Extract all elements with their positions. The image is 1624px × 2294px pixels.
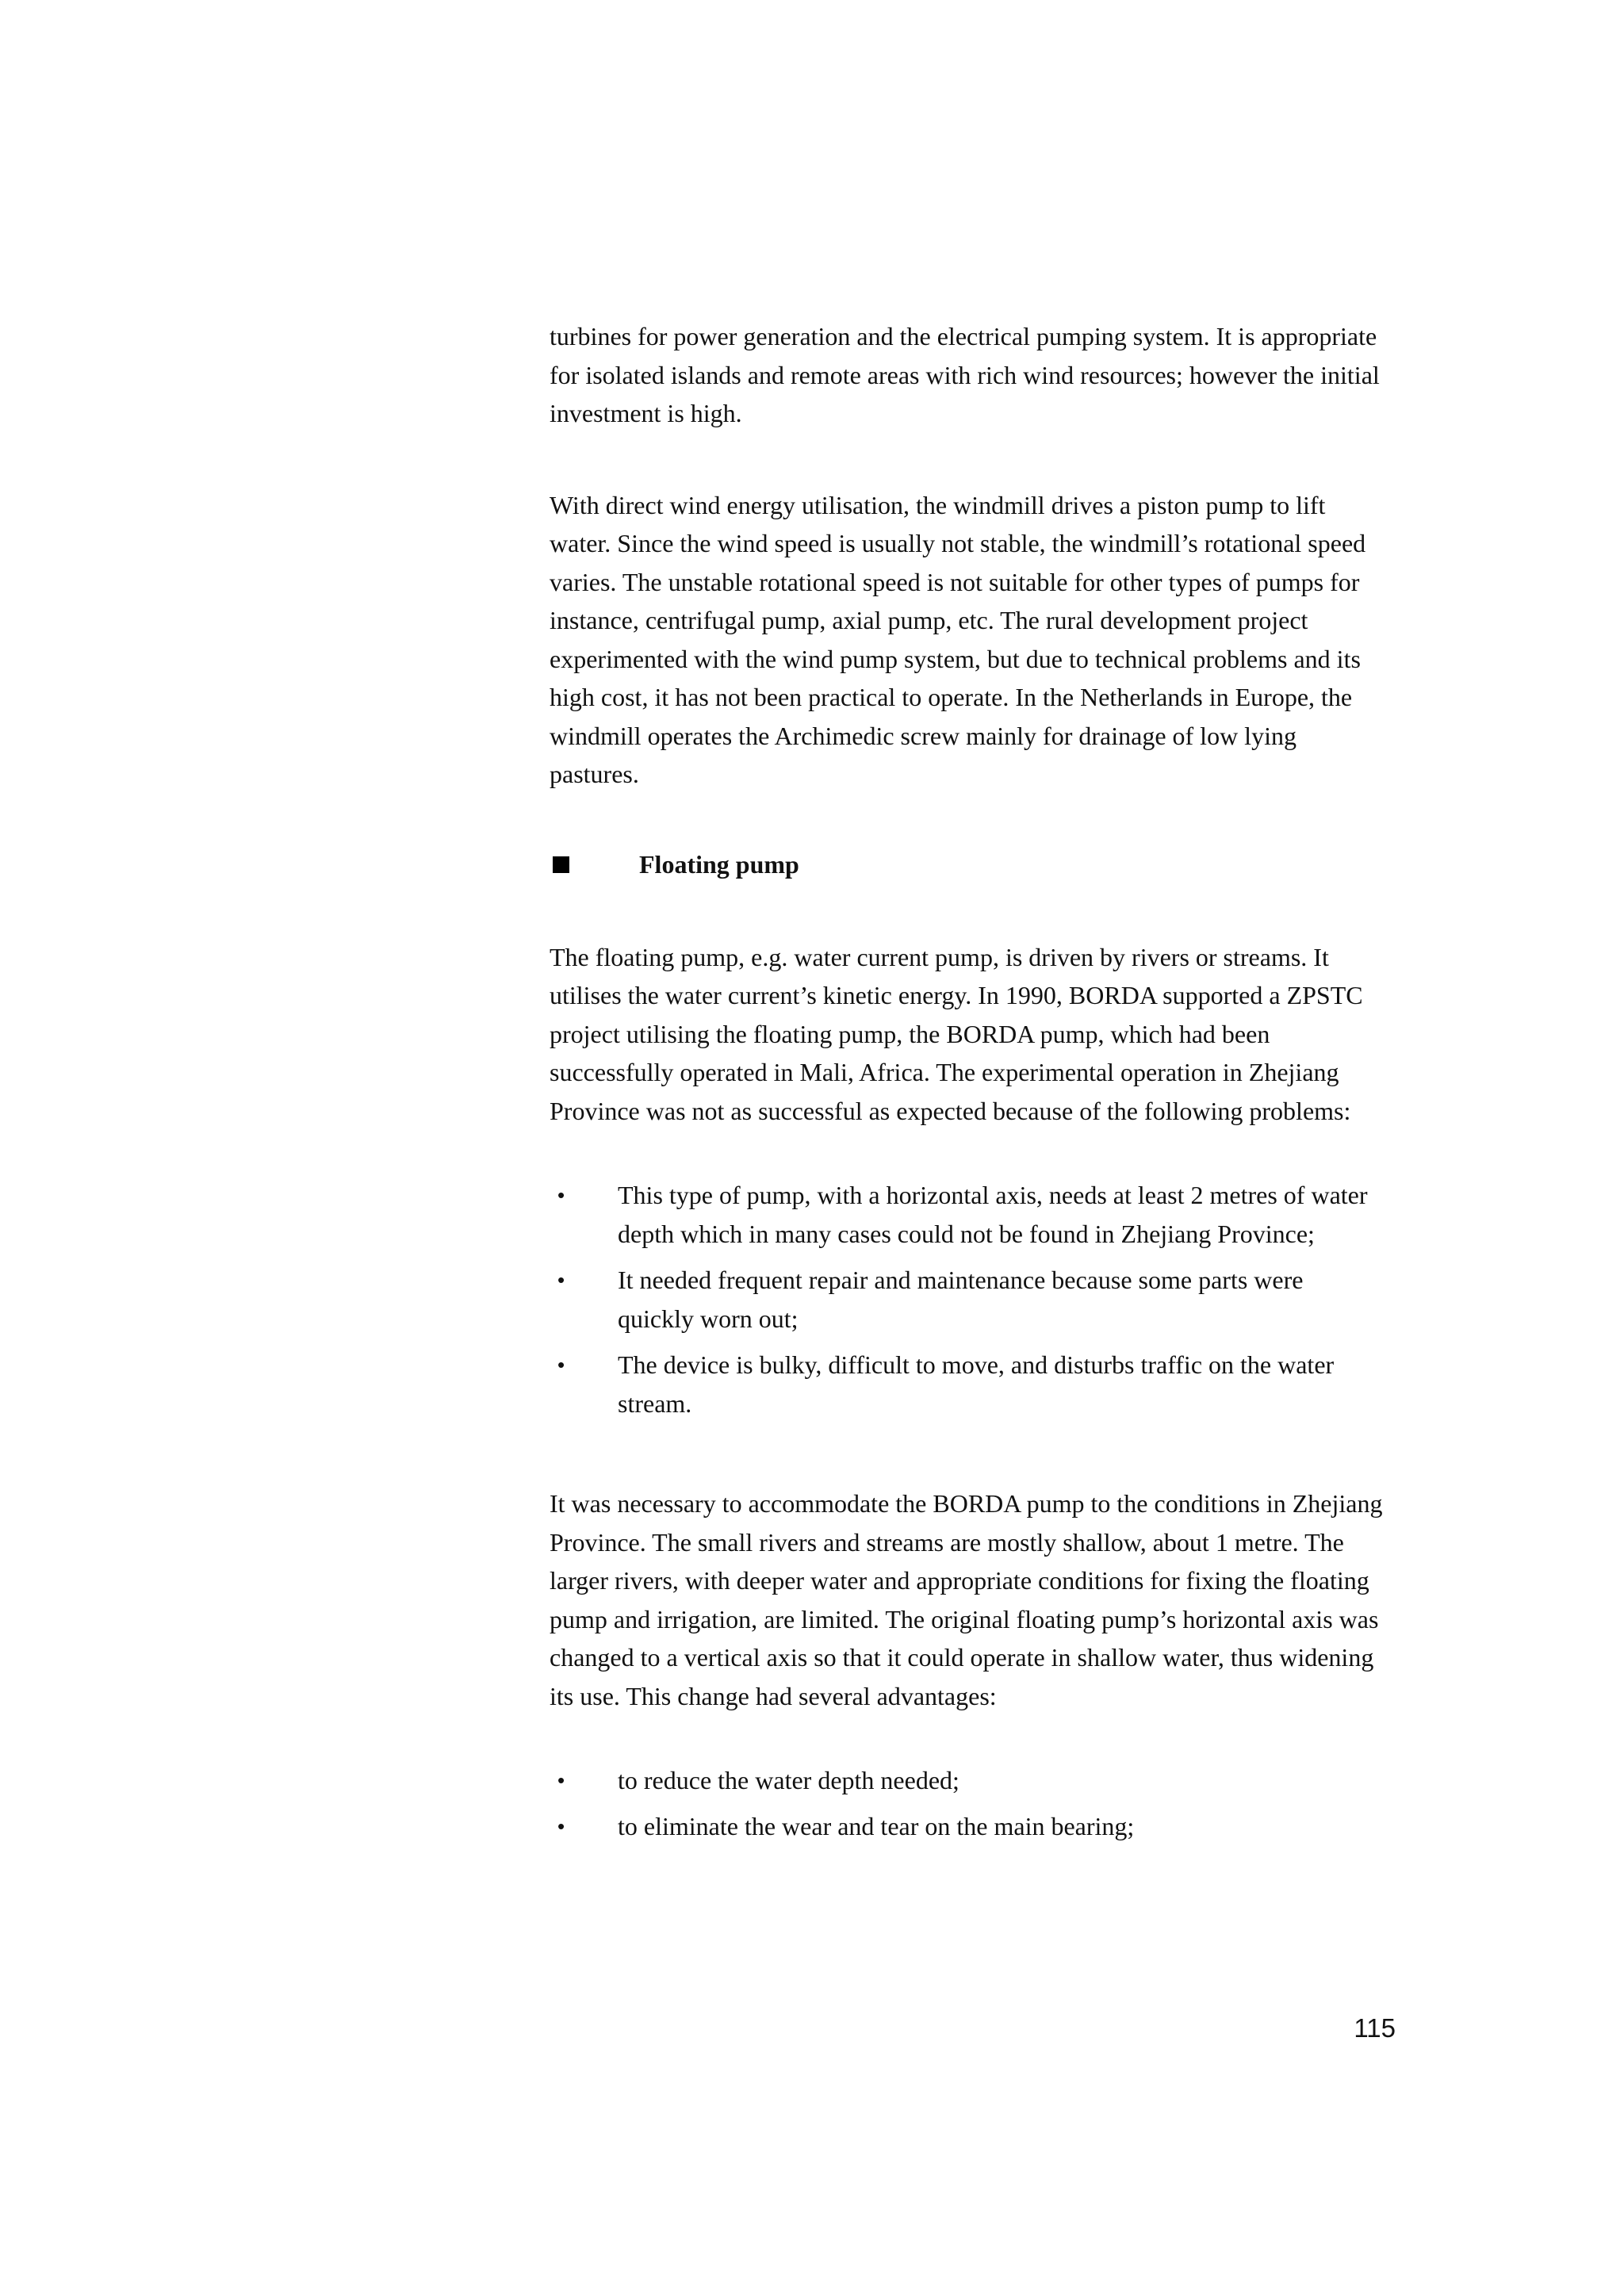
list-item-text: It needed frequent repair and maintenance because some parts were quickly worn out; [618, 1266, 1304, 1333]
list-item-text: to eliminate the wear and tear on the main bearing; [618, 1811, 1135, 1840]
section-heading-text: Floating pump [639, 850, 799, 879]
advantages-list [550, 1761, 1390, 1845]
paragraph-borda-adaptation: It was necessary to accommodate the BORDA pump to the conditions in Zhejiang Province. The small rivers and streams are mostly shallow, about 1 metre. The larger rivers, with deeper water and appropriate conditions for fixing the floating pump and irrigation, are limited. The original floating pump’s horizontal axis was changed to a vertical axis so that it could operate in shallow water, thus widening its use. This change had several advantages: [550, 1489, 1383, 1710]
list-item-text: The device is bulky, difficult to move, and disturbs traffic on the water stream. [618, 1350, 1335, 1418]
paragraph-wind-turbines: turbines for power generation and the electrical pumping system. It is appropriate for isolated islands and remote areas with rich wind resources; however the initial investment is high. [550, 322, 1380, 427]
paragraph-windmill-piston-pump: With direct wind energy utilisation, the windmill drives a piston pump to lift water. Since the wind speed is usually not stable, the windmill’s rotational speed varies. The unstable rotational speed is not suitable for other types of pumps for instance, centrifugal pump, axial pump, etc. The rural development project experimented with the wind pump system, but due to technical problems and its high cost, it has not been practical to operate. In the Netherlands in Europe, the windmill operates the Archimedic screw mainly for drainage of low lying pastures. [550, 490, 1366, 788]
square-bullet-icon [553, 856, 569, 873]
list-item [550, 1176, 1390, 1253]
section-heading [550, 846, 1390, 884]
paragraph-floating-pump: The floating pump, e.g. water current pump, is driven by rivers or streams. It utilises the water current’s kinetic energy. In 1990, BORDA supported a ZPSTC project utilising the floating pump, the BORDA pump, which had been successfully operated in Mali, Africa. The experimental operation in Zhejiang Province was not as successful as expected because of the following problems: [550, 942, 1363, 1125]
bullet-icon: • [557, 1353, 565, 1377]
list-item-text: This type of pump, with a horizontal axis, needs at least 2 metres of water depth which in many cases could not be found in Zhejiang Province; [618, 1181, 1368, 1248]
page-body [550, 317, 1390, 1852]
bullet-icon: • [557, 1768, 565, 1792]
list-item [550, 1346, 1390, 1423]
list-item [550, 1761, 1390, 1800]
bullet-icon: • [557, 1183, 565, 1207]
page-number: 115 [1354, 2013, 1396, 2043]
bullet-icon: • [557, 1813, 565, 1838]
list-item [550, 1807, 1390, 1846]
problems-list [550, 1176, 1390, 1423]
list-item-text: to reduce the water depth needed; [618, 1766, 959, 1794]
list-item [550, 1261, 1390, 1338]
bullet-icon: • [557, 1268, 565, 1292]
